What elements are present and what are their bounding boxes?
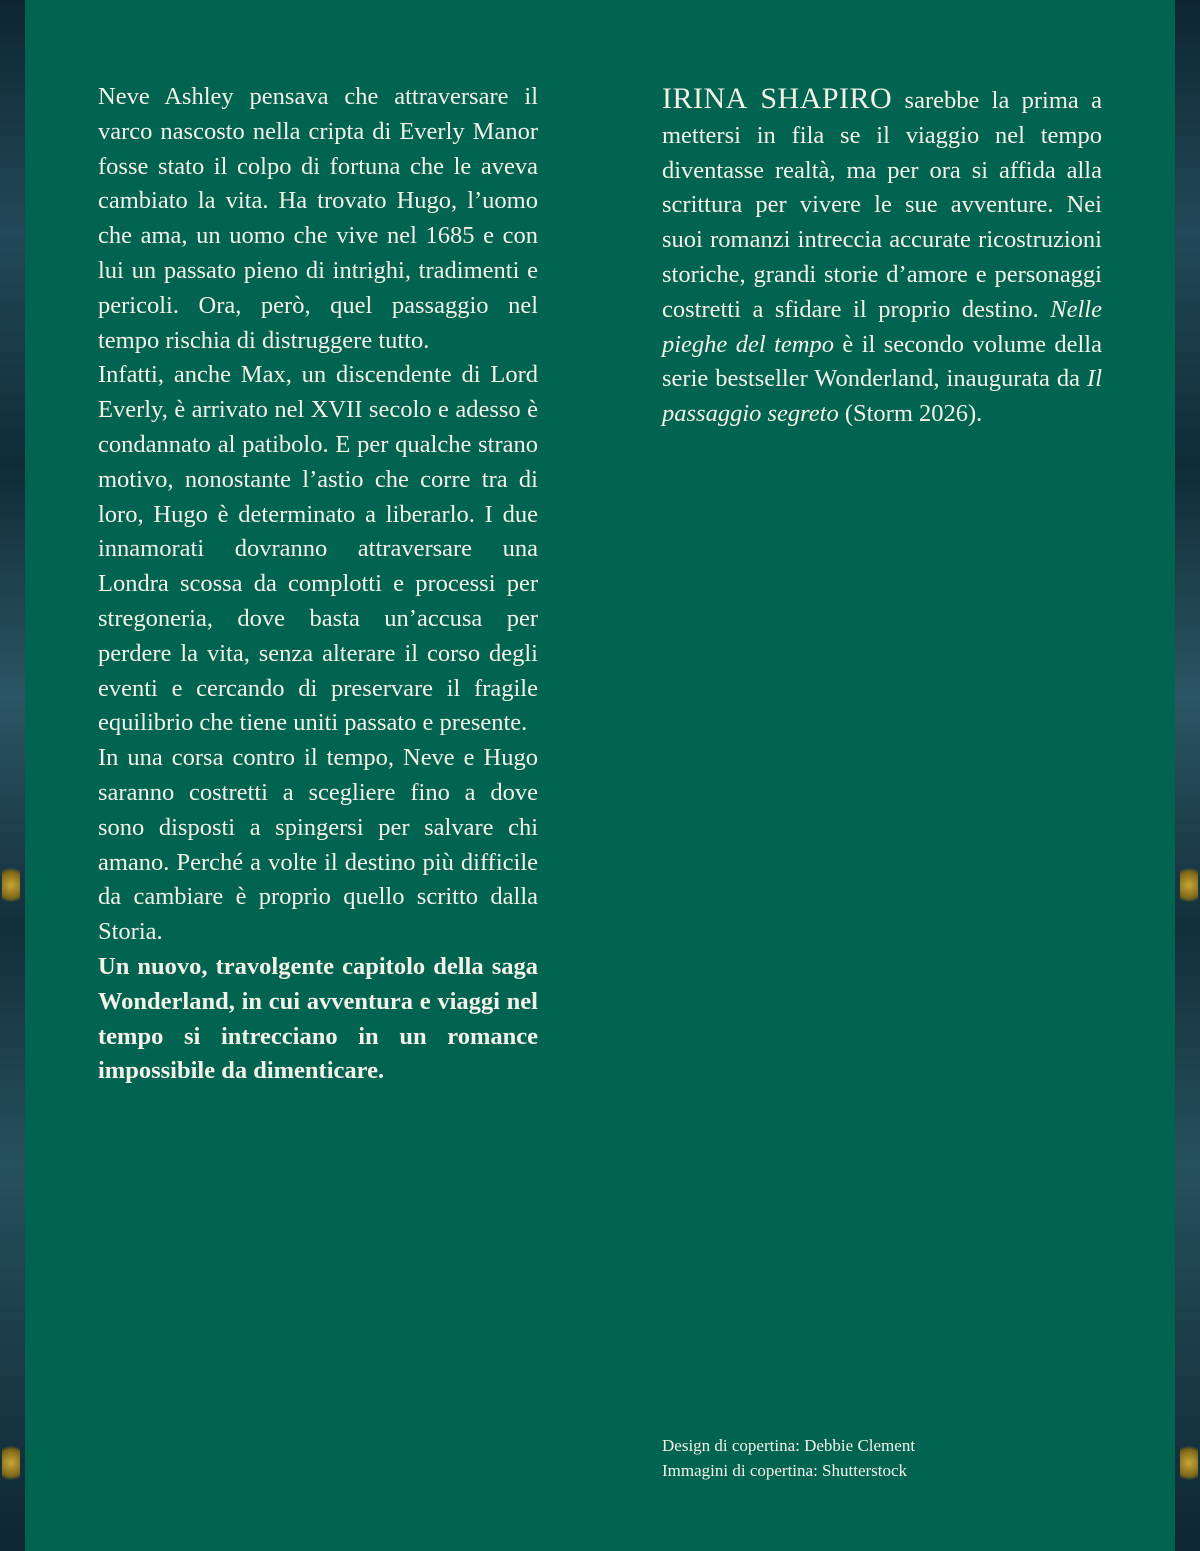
synopsis-column [98, 80, 538, 1089]
gold-ornament [1180, 862, 1198, 908]
images-credit: Immagini di copertina: Shutterstock [662, 1460, 908, 1480]
gold-ornament [1180, 1440, 1198, 1486]
synopsis-paragraph: Infatti, anche Max, un discendente di Lord Everly, è arrivato nel XVII secolo e adesso è condannato al patibolo. E per qualche strano motivo, nonostante l’astio che corre tra di loro, Hugo è determinato a liberarlo. I due innamorati dovranno attraversare una Londra scossa da complotti e processi per stregoneria, dove basta un’accusa per perdere la vita, senza alterare il corso degli eventi e cercando di preservare il fragile equilibrio che tiene uniti passato e presente. [98, 361, 538, 737]
author-bio-text: (Storm 2026). [838, 400, 983, 428]
synopsis-paragraph: In una corsa contro il tempo, Neve e Hugo saranno costretti a scegliere fino a dove sono disposti a spingersi per salvare chi amano. Perché a volte il destino più difficile da cambiare è proprio quello scritto dalla Storia. [98, 744, 538, 946]
author-bio [662, 82, 1102, 432]
author-bio-column [662, 82, 1102, 432]
back-cover-panel [25, 0, 1175, 1551]
design-credit: Design di copertina: Debbie Clement [662, 1436, 916, 1455]
previous-book-title: Il passaggio segreto [662, 365, 1102, 428]
gold-ornament [2, 862, 20, 908]
synopsis-tagline: Un nuovo, travolgente capitolo della saga Wonderland, in cui avventura e viaggi nel tempo si intrecciano in un romance impossibile da dimenticare. [98, 952, 538, 1085]
book-title: Nelle pieghe del tempo [662, 295, 1102, 358]
author-bio-text: è il secondo volume della serie bestseller Wonderland, inaugurata da [662, 330, 1102, 393]
synopsis-paragraph: Neve Ashley pensava che attraversare il varco nascosto nella cripta di Everly Manor fosse stato il colpo di fortuna che le aveva cambiato la vita. Ha trovato Hugo, l’uomo che ama, un uomo che vive nel 1685 e con lui un passato pieno di intrighi, tradimenti e pericoli. Ora, però, quel passaggio nel tempo rischia di distruggere tutto. [98, 83, 538, 354]
cover-art-edge-left [0, 0, 25, 1551]
author-bio-text: sarebbe la prima a mettersi in fila se il viaggio nel tempo diventasse realtà, ma per ora si affida alla scrittura per vivere le sue avventure. Nei suoi romanzi intreccia accurate ricostruzioni storiche, grandi storie d’amore e personaggi costretti a sfidare il proprio destino. [662, 87, 1102, 323]
cover-art-edge-right [1175, 0, 1200, 1551]
cover-credits [662, 1434, 915, 1483]
author-name: IRINA SHAPIRO [662, 82, 893, 115]
gold-ornament [2, 1440, 20, 1486]
